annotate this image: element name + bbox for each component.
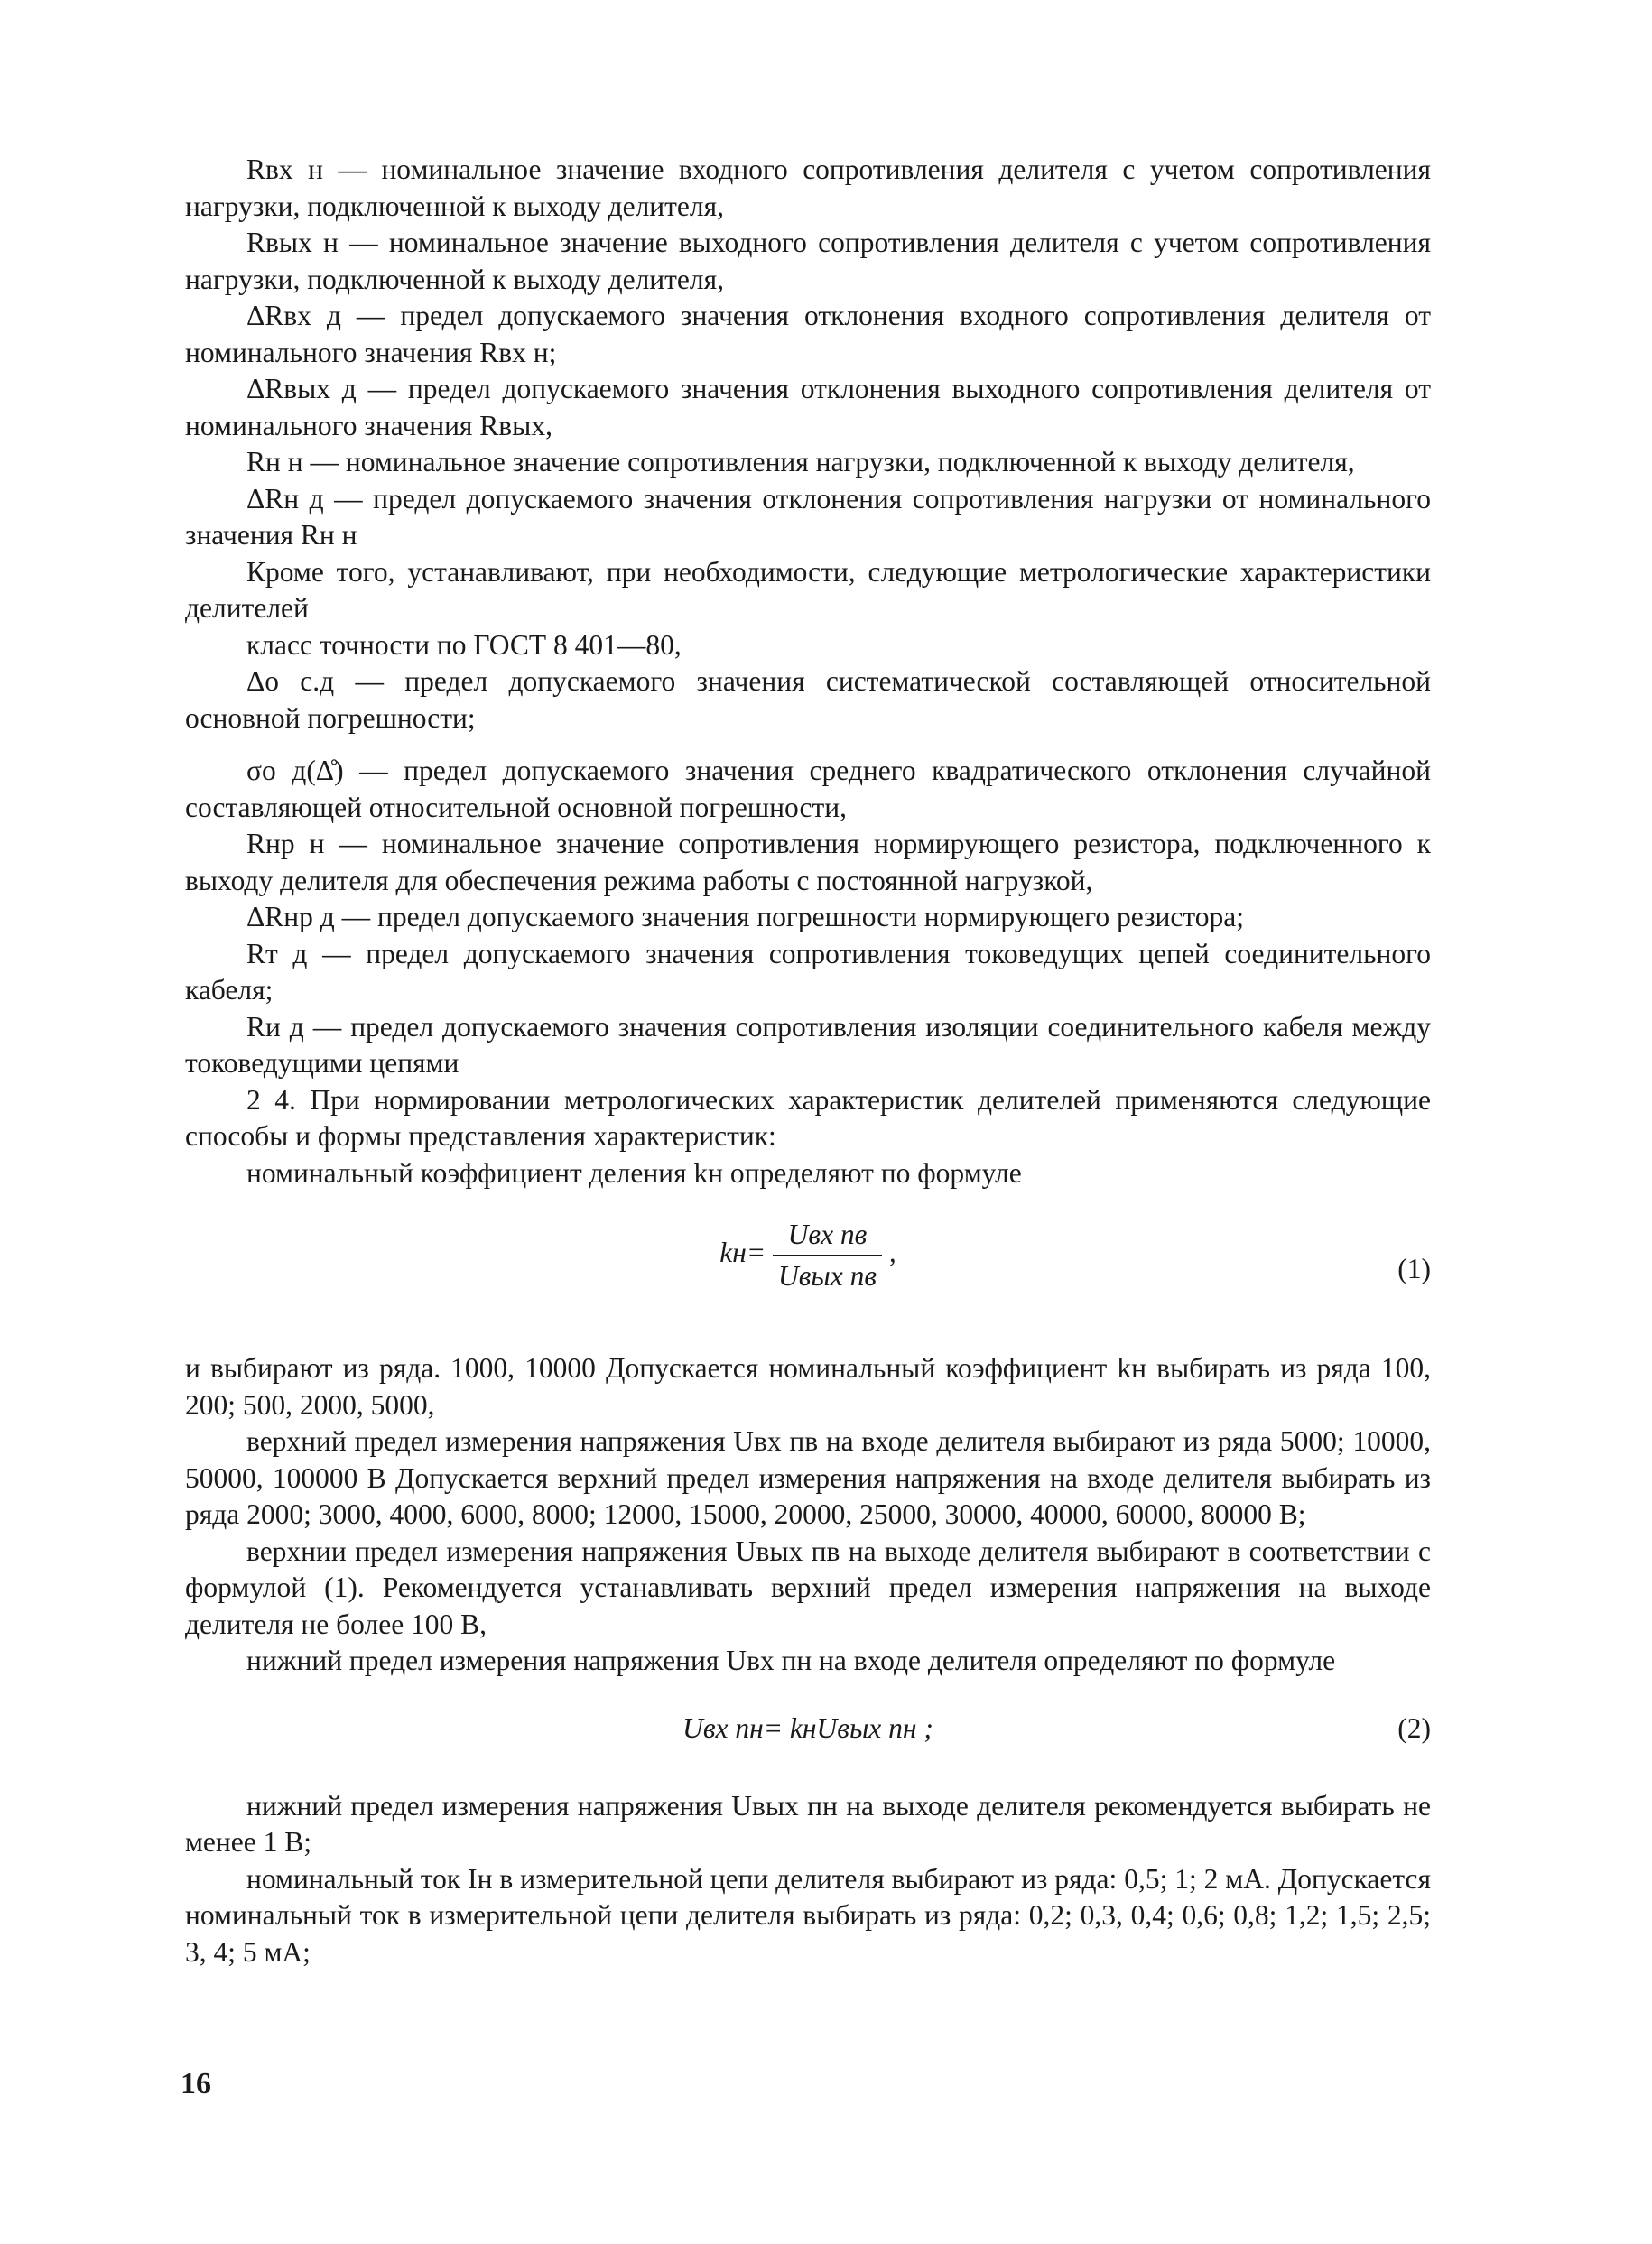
after-formula-2-paragraph-2: номинальный ток Iн в измерительной цепи делителя выбирают из ряда: 0,5; 1; 2 мА. Допускается номинальный ток в измерительной цепи делителя выбирать из ряда: 0,2; 0,3, 0,4; 0,6; 0,8; 1,2; 1,5; 2,5; 3, 4; 5 мА;: [185, 1862, 1431, 1968]
formula-1: [185, 1215, 1431, 1323]
formula-1-numerator: Uвх пв: [773, 1215, 882, 1256]
after-formula-1-paragraph-2: верхний предел измерения напряжения Uвх пв на входе делителя выбирают из ряда 5000; 10000, 50000, 100000 В Допускается верхний предел измерения напряжения на входе делителя выбирать из ряда 2000; 3000, 4000, 6000, 8000; 12000, 15000, 20000, 25000, 30000, 40000, 60000, 80000 В;: [185, 1425, 1431, 1530]
definition-r-vyh-n: Rвых н — номинальное значение выходного сопротивления делителя с учетом сопротивления нагрузки, подключенной к выходу делителя,: [185, 227, 1431, 295]
page-number: 16: [181, 2067, 211, 2100]
formula-1-denominator: Uвых пв: [777, 1260, 877, 1292]
extra-item-cable-resistance: Rт д — предел допускаемого значения сопротивления токоведущих цепей соединительного кабеля;: [185, 937, 1431, 1006]
formula-1-fraction: [773, 1215, 882, 1296]
definition-r-n-n: Rн н — номинальное значение сопротивления нагрузки, подключенной к выходу делителя,: [246, 446, 1355, 478]
after-formula-1-paragraph-4: нижний предел измерения напряжения Uвх пн на входе делителя определяют по формуле: [246, 1645, 1336, 1676]
formula-2-expression: Uвх пн= kнUвых пн ;: [682, 1711, 933, 1744]
formula-2: [185, 1700, 1431, 1763]
extra-item-random-error: σо д(Δ̊) — предел допускаемого значения среднего квадратического отклонения случайной составляющей относительной основной погрешности,: [185, 755, 1431, 823]
formula-1-intro: номинальный коэффициент деления kн определяют по формуле: [246, 1156, 1022, 1189]
formula-1-number: (1): [1397, 1253, 1431, 1284]
definition-delta-r-n-d: ΔRн д — предел допускаемого значения отклонения сопротивления нагрузки от номинального значения Rн н: [185, 482, 1431, 551]
extra-item-cable-insulation: Rи д — предел допускаемого значения сопротивления изоляции соединительного кабеля между токоведущими цепями: [185, 1010, 1431, 1079]
definition-r-vh-n: Rвх н — номинальное значение входного сопротивления делителя с учетом сопротивления нагрузки, подключенной к выходу делителя,: [185, 153, 1431, 222]
definition-delta-r-vh-d: ΔRвх д — предел допускаемого значения отклонения входного сопротивления делителя от номинального значения Rвх н;: [185, 300, 1431, 368]
formula-1-lhs: kн=: [719, 1237, 766, 1269]
after-formula-2-paragraph-1: нижний предел измерения напряжения Uвых пн на выходе делителя рекомендуется выбирать не менее 1 В;: [185, 1789, 1431, 1858]
extra-item-normalizing-resistor: Rнр н — номинальное значение сопротивления нормирующего резистора, подключенного к выходу делителя для обеспечения режима работы с постоянной нагрузкой,: [185, 828, 1431, 896]
extra-item-normalizing-resistor-error: ΔRнр д — предел допускаемого значения погрешности нормирующего резистора;: [246, 901, 1244, 932]
formula-2-number: (2): [1397, 1711, 1431, 1744]
page-body: [185, 152, 1431, 1970]
section-2-4: 2 4. При нормировании метрологических характеристик делителей применяются следующие способы и формы представления характеристик:: [185, 1083, 1431, 1152]
extra-item-accuracy-class: класс точности по ГОСТ 8 401—80,: [246, 628, 682, 661]
formula-1-tail: ,: [888, 1237, 896, 1269]
after-formula-1-paragraph-1: и выбирают из ряда. 1000, 10000 Допускается номинальный коэффициент kн выбирать из ряда 100, 200; 500, 2000, 5000,: [185, 1352, 1431, 1421]
definition-delta-r-vyh-d: ΔRвых д — предел допускаемого значения отклонения выходного сопротивления делителя от номинального значения Rвых,: [185, 373, 1431, 441]
extra-item-systematic-error: Δо с.д — предел допускаемого значения систематической составляющей относительной основной погрешности;: [185, 665, 1431, 734]
after-formula-1-paragraph-3: верхнии предел измерения напряжения Uвых пв на выходе делителя выбирают в соответствии с формулой (1). Рекомендуется устанавливать верхний предел измерения напряжения на выходе делителя не более 100 В,: [185, 1535, 1431, 1640]
extra-characteristics-intro: Кроме того, устанавливают, при необходимости, следующие метрологические характеристики делителей: [185, 555, 1431, 624]
